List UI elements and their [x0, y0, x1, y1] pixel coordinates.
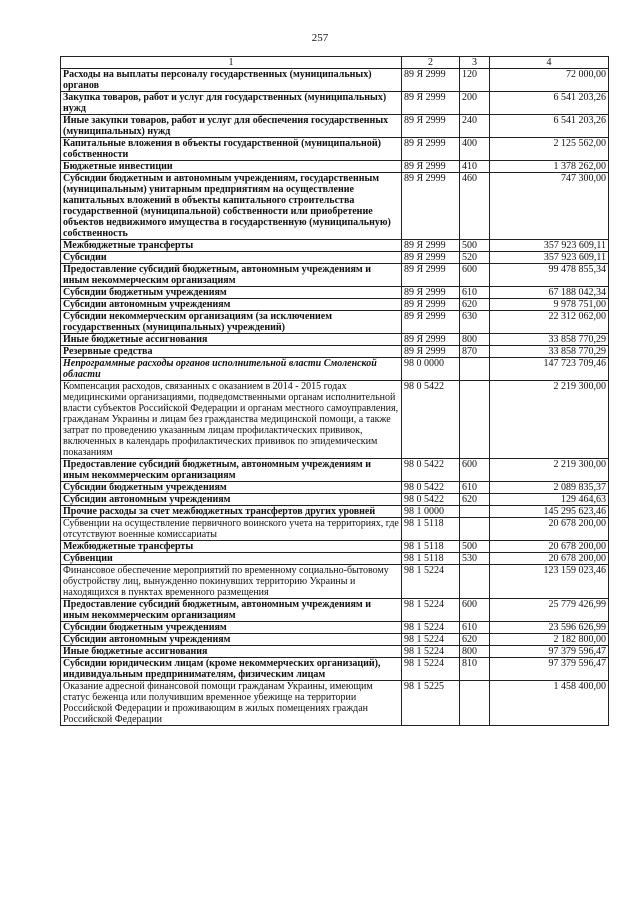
- row-name-cell: Бюджетные инвестиции: [61, 161, 402, 173]
- row-name-cell: Резервные средства: [61, 346, 402, 358]
- table-row: [61, 264, 609, 287]
- row-expense-type-cell: 400: [460, 138, 490, 161]
- table-row: [61, 658, 609, 681]
- row-expense-type-cell: 460: [460, 173, 490, 240]
- row-expense-type-cell: 120: [460, 69, 490, 92]
- row-expense-type-cell: 530: [460, 553, 490, 565]
- table-row: [61, 358, 609, 381]
- table-row: [61, 482, 609, 494]
- row-name-cell: Прочие расходы за счет межбюджетных трансфертов других уровней: [61, 506, 402, 518]
- row-expense-type-cell: 410: [460, 161, 490, 173]
- row-sum-cell: 6 541 203,26: [490, 92, 609, 115]
- row-name-cell: Компенсация расходов, связанных с оказанием в 2014 - 2015 годах медицинскими организациями, подведомственными органам исполнительной власти субъектов Российской Федерации и органам местного самоуправления, гражданам Украины и лицам без гражданства медицинской помощи, а также затрат по проведению указанным лицам профилактических прививок, включенных в календарь профилактических прививок по эпидемическим показаниям: [61, 381, 402, 459]
- row-name-cell: Капитальные вложения в объекты государственной (муниципальной) собственности: [61, 138, 402, 161]
- row-sum-cell: 747 300,00: [490, 173, 609, 240]
- row-name-cell: Предоставление субсидий бюджетным, автономным учреждениям и иным некоммерческим организациям: [61, 459, 402, 482]
- row-code-cell: 98 0 5422: [402, 381, 460, 459]
- row-expense-type-cell: 520: [460, 252, 490, 264]
- row-name-cell: Субсидии бюджетным учреждениям: [61, 482, 402, 494]
- row-expense-type-cell: 610: [460, 622, 490, 634]
- row-code-cell: 89 Я 2999: [402, 92, 460, 115]
- header-col-sum: 4: [490, 57, 609, 69]
- row-name-cell: Предоставление субсидий бюджетным, автономным учреждениям и иным некоммерческим организациям: [61, 599, 402, 622]
- table-row: [61, 565, 609, 599]
- row-sum-cell: 72 000,00: [490, 69, 609, 92]
- page-number: 257: [311, 32, 329, 44]
- table-row: [61, 381, 609, 459]
- row-code-cell: 98 0 0000: [402, 358, 460, 381]
- table-row: [61, 459, 609, 482]
- row-sum-cell: 97 379 596,47: [490, 646, 609, 658]
- row-expense-type-cell: 500: [460, 240, 490, 252]
- row-code-cell: 98 0 5422: [402, 482, 460, 494]
- table-row: [61, 161, 609, 173]
- row-name-cell: Предоставление субсидий бюджетным, автономным учреждениям и иным некоммерческим организациям: [61, 264, 402, 287]
- row-expense-type-cell: [460, 518, 490, 541]
- table-row: [61, 518, 609, 541]
- row-sum-cell: 2 182 800,00: [490, 634, 609, 646]
- row-code-cell: 98 1 5225: [402, 681, 460, 726]
- row-code-cell: 89 Я 2999: [402, 334, 460, 346]
- row-expense-type-cell: 610: [460, 287, 490, 299]
- table-header-row: [61, 57, 609, 69]
- row-sum-cell: 20 678 200,00: [490, 553, 609, 565]
- row-expense-type-cell: 630: [460, 311, 490, 334]
- row-expense-type-cell: 620: [460, 634, 490, 646]
- table-row: [61, 506, 609, 518]
- table-row: [61, 138, 609, 161]
- row-code-cell: 98 1 5224: [402, 646, 460, 658]
- row-code-cell: 89 Я 2999: [402, 69, 460, 92]
- row-sum-cell: 33 858 770,29: [490, 334, 609, 346]
- row-code-cell: 89 Я 2999: [402, 264, 460, 287]
- table-row: [61, 92, 609, 115]
- row-name-cell: Субсидии автономным учреждениям: [61, 299, 402, 311]
- row-expense-type-cell: 870: [460, 346, 490, 358]
- table-row: [61, 346, 609, 358]
- table-row: [61, 311, 609, 334]
- row-sum-cell: 123 159 023,46: [490, 565, 609, 599]
- row-sum-cell: 129 464,63: [490, 494, 609, 506]
- row-sum-cell: 1 378 262,00: [490, 161, 609, 173]
- table-row: [61, 681, 609, 726]
- row-code-cell: 98 0 5422: [402, 494, 460, 506]
- row-name-cell: Субсидии юридическим лицам (кроме некоммерческих организаций), индивидуальным предпринимателям, физическим лицам: [61, 658, 402, 681]
- row-sum-cell: 25 779 426,99: [490, 599, 609, 622]
- row-code-cell: 98 1 5224: [402, 658, 460, 681]
- table-row: [61, 252, 609, 264]
- row-sum-cell: 9 978 751,00: [490, 299, 609, 311]
- row-code-cell: 98 1 5118: [402, 518, 460, 541]
- row-name-cell: Субсидии бюджетным и автономным учреждениям, государственным (муниципальным) унитарным предприятиям на осуществление капитальных вложений в объекты капитального строительства государственной (муниципальной) собственности или приобретение объектов недвижимого имущества в государственную (муниципальную) собственность: [61, 173, 402, 240]
- row-expense-type-cell: [460, 381, 490, 459]
- row-name-cell: Иные бюджетные ассигнования: [61, 646, 402, 658]
- row-sum-cell: 2 125 562,00: [490, 138, 609, 161]
- row-name-cell: Субсидии некоммерческим организациям (за исключением государственных (муниципальных) учреждений): [61, 311, 402, 334]
- row-name-cell: Закупка товаров, работ и услуг для государственных (муниципальных) нужд: [61, 92, 402, 115]
- table-row: [61, 240, 609, 252]
- row-code-cell: 89 Я 2999: [402, 115, 460, 138]
- row-sum-cell: 22 312 062,00: [490, 311, 609, 334]
- row-code-cell: 89 Я 2999: [402, 252, 460, 264]
- row-code-cell: 89 Я 2999: [402, 138, 460, 161]
- row-name-cell: Субвенции на осуществление первичного воинского учета на территориях, где отсутствуют военные комиссариаты: [61, 518, 402, 541]
- row-name-cell: Субсидии автономным учреждениям: [61, 494, 402, 506]
- table-row: [61, 299, 609, 311]
- row-code-cell: 98 0 5422: [402, 459, 460, 482]
- row-code-cell: 98 1 5224: [402, 634, 460, 646]
- row-sum-cell: 2 089 835,37: [490, 482, 609, 494]
- row-sum-cell: 97 379 596,47: [490, 658, 609, 681]
- table-row: [61, 599, 609, 622]
- row-expense-type-cell: [460, 681, 490, 726]
- header-col-code: 2: [402, 57, 460, 69]
- row-name-cell: Субсидии бюджетным учреждениям: [61, 287, 402, 299]
- row-name-cell: Субвенции: [61, 553, 402, 565]
- row-sum-cell: 20 678 200,00: [490, 541, 609, 553]
- row-name-cell: Иные бюджетные ассигнования: [61, 334, 402, 346]
- row-name-cell: Межбюджетные трансферты: [61, 240, 402, 252]
- row-expense-type-cell: 240: [460, 115, 490, 138]
- table-row: [61, 334, 609, 346]
- row-expense-type-cell: 600: [460, 599, 490, 622]
- row-code-cell: 89 Я 2999: [402, 173, 460, 240]
- row-code-cell: 89 Я 2999: [402, 161, 460, 173]
- table-row: [61, 541, 609, 553]
- table-row: [61, 622, 609, 634]
- row-expense-type-cell: 800: [460, 334, 490, 346]
- row-expense-type-cell: [460, 506, 490, 518]
- row-sum-cell: 147 723 709,46: [490, 358, 609, 381]
- row-sum-cell: 2 219 300,00: [490, 459, 609, 482]
- row-sum-cell: 20 678 200,00: [490, 518, 609, 541]
- budget-table: [60, 56, 609, 726]
- row-expense-type-cell: 600: [460, 264, 490, 287]
- row-sum-cell: 357 923 609,11: [490, 240, 609, 252]
- row-name-cell: Межбюджетные трансферты: [61, 541, 402, 553]
- row-sum-cell: 145 295 623,46: [490, 506, 609, 518]
- row-expense-type-cell: 620: [460, 299, 490, 311]
- row-code-cell: 98 1 5224: [402, 599, 460, 622]
- table-row: [61, 287, 609, 299]
- row-sum-cell: 33 858 770,29: [490, 346, 609, 358]
- table-row: [61, 115, 609, 138]
- row-code-cell: 89 Я 2999: [402, 240, 460, 252]
- row-expense-type-cell: 610: [460, 482, 490, 494]
- row-code-cell: 89 Я 2999: [402, 346, 460, 358]
- row-expense-type-cell: 500: [460, 541, 490, 553]
- row-name-cell: Непрограммные расходы органов исполнительной власти Смоленской области: [61, 358, 402, 381]
- row-name-cell: Субсидии: [61, 252, 402, 264]
- row-expense-type-cell: 800: [460, 646, 490, 658]
- table-row: [61, 553, 609, 565]
- row-code-cell: 98 1 5224: [402, 565, 460, 599]
- row-expense-type-cell: 200: [460, 92, 490, 115]
- row-code-cell: 89 Я 2999: [402, 299, 460, 311]
- table-row: [61, 69, 609, 92]
- row-name-cell: Субсидии бюджетным учреждениям: [61, 622, 402, 634]
- row-name-cell: Финансовое обеспечение мероприятий по временному социально-бытовому обустройству лиц, вынужденно покинувших территорию Украины и находящихся в пунктах временного размещения: [61, 565, 402, 599]
- row-name-cell: Иные закупки товаров, работ и услуг для обеспечения государственных (муниципальных) нужд: [61, 115, 402, 138]
- row-sum-cell: 67 188 042,34: [490, 287, 609, 299]
- table-row: [61, 634, 609, 646]
- row-name-cell: Расходы на выплаты персоналу государственных (муниципальных) органов: [61, 69, 402, 92]
- row-expense-type-cell: 810: [460, 658, 490, 681]
- row-sum-cell: 2 219 300,00: [490, 381, 609, 459]
- row-expense-type-cell: [460, 565, 490, 599]
- header-col-name: 1: [61, 57, 402, 69]
- table-row: [61, 173, 609, 240]
- row-sum-cell: 6 541 203,26: [490, 115, 609, 138]
- row-sum-cell: 357 923 609,11: [490, 252, 609, 264]
- row-sum-cell: 99 478 855,34: [490, 264, 609, 287]
- row-code-cell: 89 Я 2999: [402, 311, 460, 334]
- row-expense-type-cell: [460, 358, 490, 381]
- row-expense-type-cell: 600: [460, 459, 490, 482]
- row-expense-type-cell: 620: [460, 494, 490, 506]
- row-code-cell: 98 1 5118: [402, 553, 460, 565]
- row-code-cell: 89 Я 2999: [402, 287, 460, 299]
- header-col-expense-type: 3: [460, 57, 490, 69]
- row-name-cell: Оказание адресной финансовой помощи гражданам Украины, имеющим статус беженца или получившим временное убежище на территории Российской Федерации и проживающим в жилых помещениях граждан Российской Федерации: [61, 681, 402, 726]
- row-code-cell: 98 1 5118: [402, 541, 460, 553]
- table-row: [61, 494, 609, 506]
- row-sum-cell: 23 596 626,99: [490, 622, 609, 634]
- row-sum-cell: 1 458 400,00: [490, 681, 609, 726]
- row-name-cell: Субсидии автономным учреждениям: [61, 634, 402, 646]
- table-row: [61, 646, 609, 658]
- row-code-cell: 98 1 5224: [402, 622, 460, 634]
- row-code-cell: 98 1 0000: [402, 506, 460, 518]
